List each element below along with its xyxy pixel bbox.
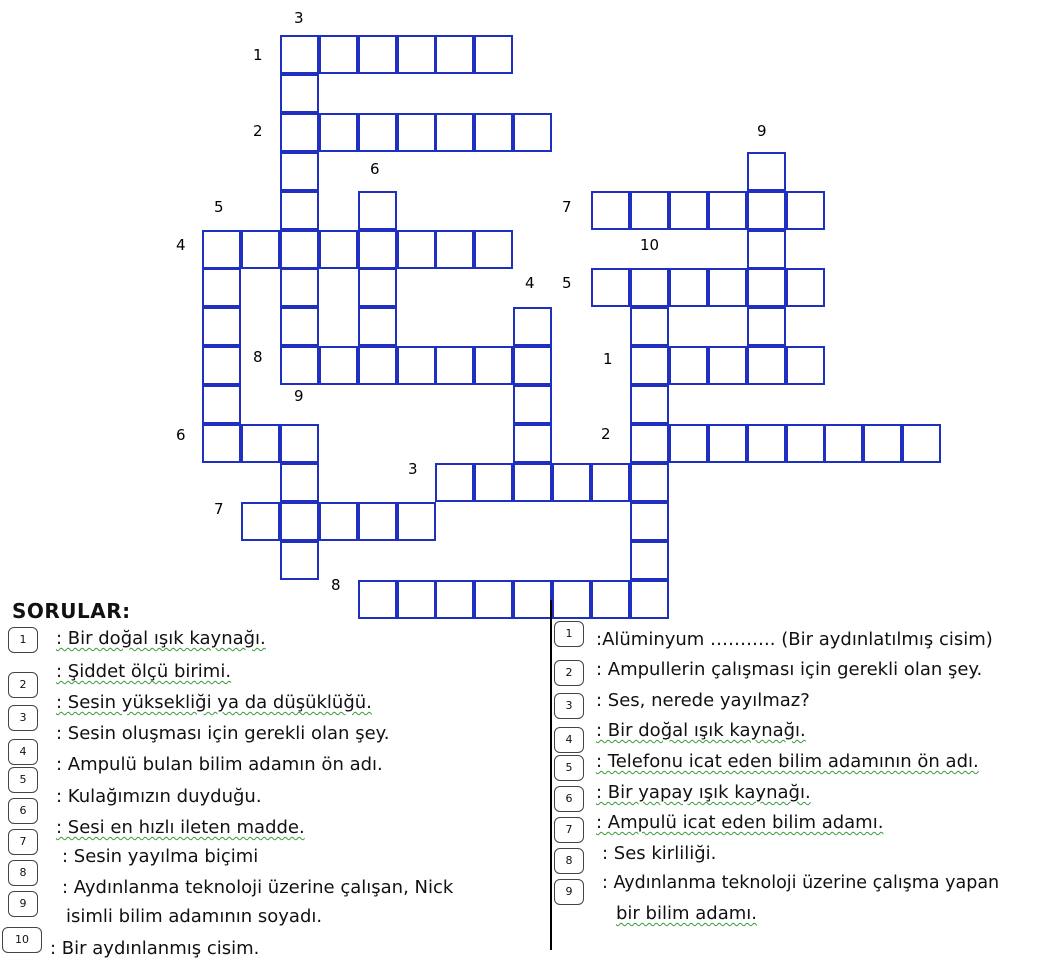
- question-text-continued: isimli bilim adamının soyadı.: [66, 906, 323, 927]
- crossword-cell[interactable]: [591, 268, 630, 307]
- crossword-cell[interactable]: [474, 113, 513, 152]
- clue-number: 2: [253, 122, 263, 140]
- crossword-cell[interactable]: [513, 385, 552, 424]
- crossword-cell[interactable]: [474, 463, 513, 502]
- clue-number: 3: [294, 9, 304, 27]
- crossword-cell[interactable]: [513, 424, 552, 463]
- crossword-cell[interactable]: [630, 385, 669, 424]
- crossword-cell[interactable]: [280, 424, 319, 463]
- question-text: : Bir doğal ışık kaynağı.: [596, 720, 806, 741]
- crossword-cell[interactable]: [358, 268, 397, 307]
- crossword-cell[interactable]: [747, 424, 786, 463]
- crossword-cell[interactable]: [435, 113, 474, 152]
- crossword-cell[interactable]: [708, 424, 747, 463]
- clue-number: 7: [562, 198, 572, 216]
- question-text: :Alüminyum ……….. (Bir aydınlatılmış cisim): [596, 629, 993, 650]
- crossword-cell[interactable]: [513, 463, 552, 502]
- question-number-box: 10: [2, 927, 42, 953]
- crossword-cell[interactable]: [280, 541, 319, 580]
- crossword-cell[interactable]: [280, 463, 319, 502]
- crossword-cell[interactable]: [358, 230, 397, 269]
- crossword-cell[interactable]: [241, 502, 280, 541]
- crossword-cell[interactable]: [358, 346, 397, 385]
- crossword-cell[interactable]: [202, 346, 241, 385]
- crossword-cell[interactable]: [513, 113, 552, 152]
- crossword-cell[interactable]: [241, 230, 280, 269]
- crossword-cell[interactable]: [630, 268, 669, 307]
- crossword-cell[interactable]: [630, 346, 669, 385]
- clue-number: 1: [603, 350, 613, 368]
- crossword-cell[interactable]: [630, 580, 669, 619]
- clue-number: 1: [253, 46, 263, 64]
- crossword-cell[interactable]: [280, 502, 319, 541]
- clue-number: 5: [562, 274, 572, 292]
- crossword-cell[interactable]: [397, 230, 436, 269]
- crossword-cell[interactable]: [513, 307, 552, 346]
- crossword-cell[interactable]: [397, 346, 436, 385]
- question-text: : Bir doğal ışık kaynağı.: [56, 628, 266, 649]
- question-number-box: 8: [8, 860, 38, 886]
- crossword-cell[interactable]: [747, 152, 786, 191]
- crossword-cell[interactable]: [669, 346, 708, 385]
- question-text: : Bir yapay ışık kaynağı.: [596, 782, 811, 803]
- crossword-cell[interactable]: [358, 113, 397, 152]
- clue-number: 5: [214, 198, 224, 216]
- clue-number: 4: [176, 236, 186, 254]
- crossword-cell[interactable]: [202, 268, 241, 307]
- crossword-cell[interactable]: [280, 346, 319, 385]
- crossword-cell[interactable]: [319, 230, 358, 269]
- crossword-cell[interactable]: [319, 502, 358, 541]
- crossword-cell[interactable]: [513, 346, 552, 385]
- question-number-box: 9: [554, 879, 584, 905]
- crossword-cell[interactable]: [280, 113, 319, 152]
- crossword-cell[interactable]: [630, 502, 669, 541]
- crossword-cell[interactable]: [435, 346, 474, 385]
- question-number-box: 2: [554, 660, 584, 686]
- clue-number: 8: [253, 348, 263, 366]
- crossword-cell[interactable]: [358, 580, 397, 619]
- crossword-cell[interactable]: [669, 268, 708, 307]
- question-number-box: 5: [554, 755, 584, 781]
- crossword-cell[interactable]: [747, 191, 786, 230]
- crossword-cell[interactable]: [747, 268, 786, 307]
- crossword-cell[interactable]: [630, 424, 669, 463]
- clue-number: 8: [331, 576, 341, 594]
- crossword-cell[interactable]: [435, 230, 474, 269]
- crossword-cell[interactable]: [202, 385, 241, 424]
- question-number-box: 5: [8, 767, 38, 793]
- section-title: SORULAR:: [12, 599, 131, 623]
- crossword-cell[interactable]: [319, 346, 358, 385]
- clue-number: 4: [525, 274, 535, 292]
- question-text: : Ses kirliliği.: [602, 843, 717, 864]
- question-text: : Ampulü bulan bilim adamın ön adı.: [56, 754, 383, 775]
- crossword-cell[interactable]: [280, 191, 319, 230]
- question-number-box: 7: [8, 829, 38, 855]
- crossword-cell[interactable]: [280, 268, 319, 307]
- question-text: : Şiddet ölçü birimi.: [56, 661, 232, 682]
- question-text: : Sesin oluşması için gerekli olan şey.: [56, 723, 390, 744]
- question-text: : Aydınlanma teknoloji üzerine çalışma yapan: [602, 873, 1000, 893]
- question-number-box: 9: [8, 891, 38, 917]
- crossword-cell[interactable]: [786, 191, 825, 230]
- crossword-cell[interactable]: [358, 307, 397, 346]
- question-number-box: 8: [554, 848, 584, 874]
- crossword-cell[interactable]: [202, 424, 241, 463]
- question-text: : Bir aydınlanmış cisim.: [50, 938, 260, 959]
- crossword-cell[interactable]: [669, 191, 708, 230]
- column-divider: [550, 600, 552, 950]
- crossword-cell[interactable]: [552, 463, 591, 502]
- crossword-cell[interactable]: [435, 463, 474, 502]
- crossword-cell[interactable]: [630, 191, 669, 230]
- question-number-box: 7: [554, 817, 584, 843]
- crossword-cell[interactable]: [435, 35, 474, 74]
- crossword-cell[interactable]: [319, 113, 358, 152]
- crossword-cell[interactable]: [202, 230, 241, 269]
- crossword-cell[interactable]: [708, 191, 747, 230]
- clue-number: 7: [214, 500, 224, 518]
- question-number-box: 3: [8, 705, 38, 731]
- question-text: : Ampullerin çalışması için gerekli olan şey.: [596, 659, 983, 680]
- crossword-cell[interactable]: [474, 346, 513, 385]
- crossword-cell[interactable]: [280, 230, 319, 269]
- crossword-cell[interactable]: [747, 307, 786, 346]
- crossword-cell[interactable]: [552, 580, 591, 619]
- question-number-box: 1: [554, 621, 584, 647]
- crossword-cell[interactable]: [747, 346, 786, 385]
- crossword-cell[interactable]: [397, 580, 436, 619]
- crossword-cell[interactable]: [591, 580, 630, 619]
- crossword-cell[interactable]: [280, 152, 319, 191]
- crossword-cell[interactable]: [280, 74, 319, 113]
- crossword-cell[interactable]: [241, 424, 280, 463]
- crossword-cell[interactable]: [358, 35, 397, 74]
- crossword-cell[interactable]: [630, 307, 669, 346]
- crossword-cell[interactable]: [474, 35, 513, 74]
- clue-number: 9: [294, 387, 304, 405]
- crossword-cell[interactable]: [474, 230, 513, 269]
- question-text: : Ses, nerede yayılmaz?: [596, 690, 810, 711]
- crossword-cell[interactable]: [863, 424, 902, 463]
- crossword-cell[interactable]: [397, 35, 436, 74]
- crossword-cell[interactable]: [902, 424, 941, 463]
- crossword-cell[interactable]: [786, 268, 825, 307]
- crossword-cell[interactable]: [319, 35, 358, 74]
- question-number-box: 6: [8, 798, 38, 824]
- crossword-cell[interactable]: [747, 230, 786, 269]
- question-text: : Ampulü icat eden bilim adamı.: [596, 812, 884, 833]
- question-number-box: 4: [8, 739, 38, 765]
- question-number-box: 6: [554, 786, 584, 812]
- crossword-cell[interactable]: [435, 580, 474, 619]
- question-text: : Sesin yüksekliği ya da düşüklüğü.: [56, 692, 372, 713]
- clue-number: 6: [370, 160, 380, 178]
- crossword-cell[interactable]: [708, 268, 747, 307]
- crossword-cell[interactable]: [397, 113, 436, 152]
- clue-number: 2: [601, 425, 611, 443]
- crossword-cell[interactable]: [786, 346, 825, 385]
- crossword-cell[interactable]: [397, 502, 436, 541]
- crossword-cell[interactable]: [202, 307, 241, 346]
- crossword-cell[interactable]: [358, 502, 397, 541]
- clue-number: 6: [176, 426, 186, 444]
- question-number-box: 3: [554, 693, 584, 719]
- clue-number: 10: [640, 236, 660, 254]
- question-text: : Kulağımızın duyduğu.: [56, 786, 262, 807]
- clue-number: 9: [757, 122, 767, 140]
- question-number-box: 2: [8, 672, 38, 698]
- crossword-cell[interactable]: [708, 346, 747, 385]
- question-text: : Sesin yayılma biçimi: [62, 846, 259, 867]
- crossword-cell[interactable]: [591, 463, 630, 502]
- question-number-box: 1: [8, 627, 38, 653]
- clue-number: 3: [408, 460, 418, 478]
- crossword-cell[interactable]: [474, 580, 513, 619]
- crossword-cell[interactable]: [513, 580, 552, 619]
- question-number-box: 4: [554, 727, 584, 753]
- crossword-cell[interactable]: [669, 424, 708, 463]
- crossword-cell[interactable]: [630, 463, 669, 502]
- question-text: : Telefonu icat eden bilim adamının ön adı.: [596, 751, 979, 772]
- crossword-cell[interactable]: [786, 424, 825, 463]
- question-text: : Aydınlanma teknoloji üzerine çalışan, Nick: [62, 877, 454, 898]
- question-text: : Sesi en hızlı ileten madde.: [56, 817, 305, 838]
- crossword-cell[interactable]: [358, 191, 397, 230]
- question-text-continued: bir bilim adamı.: [616, 903, 757, 924]
- crossword-cell[interactable]: [280, 307, 319, 346]
- crossword-cell[interactable]: [824, 424, 863, 463]
- crossword-cell[interactable]: [630, 541, 669, 580]
- crossword-cell[interactable]: [591, 191, 630, 230]
- crossword-cell[interactable]: [280, 35, 319, 74]
